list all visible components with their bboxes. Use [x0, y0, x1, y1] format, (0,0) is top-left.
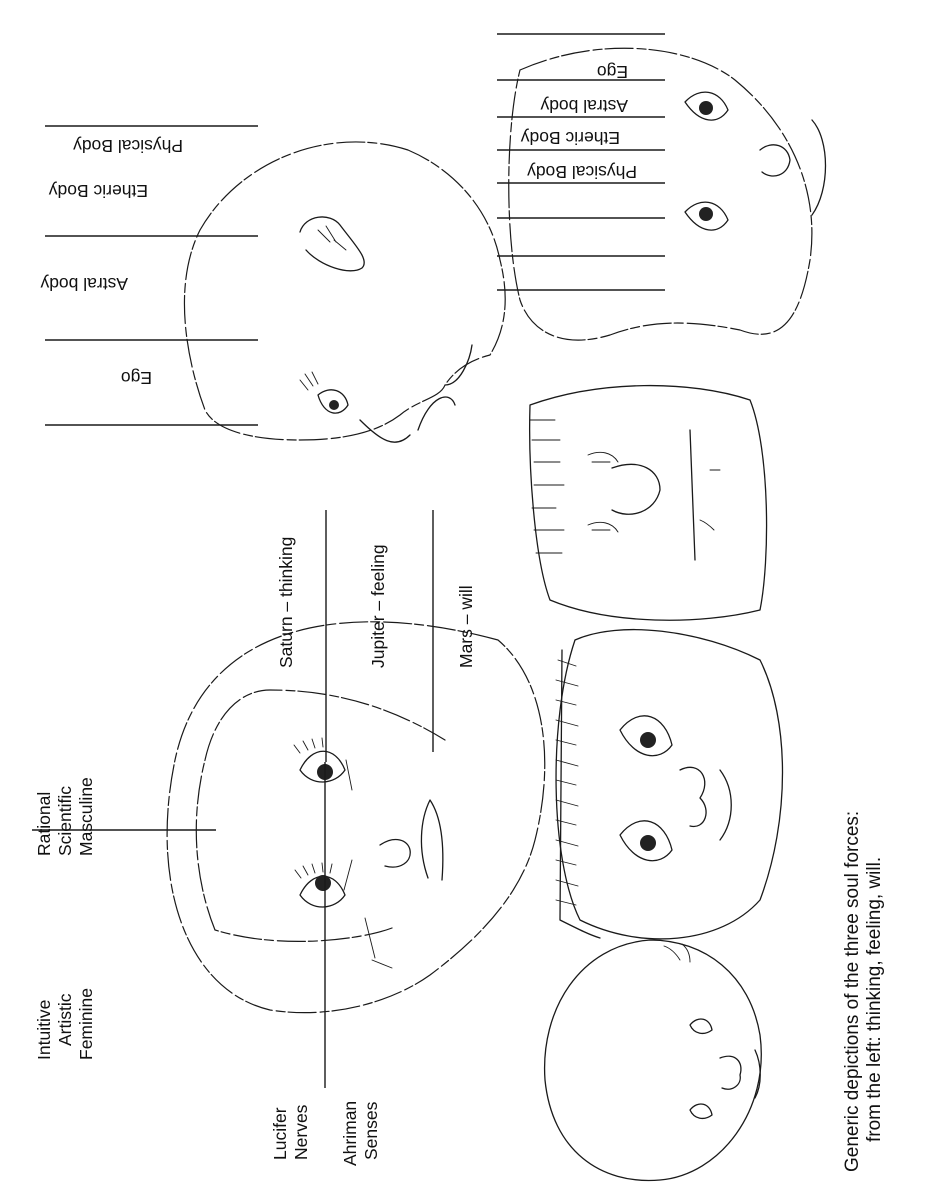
front-astral-body: Astral body	[540, 96, 628, 116]
profile-etheric-body: Etheric Body	[48, 181, 148, 201]
frontal-eye-left	[295, 863, 345, 907]
feeling-eye-lower	[620, 821, 672, 861]
svg-text:Lucifer: Lucifer	[270, 1107, 290, 1160]
feeling-nose	[680, 767, 706, 826]
svg-text:Scientific: Scientific	[55, 785, 75, 856]
saturn-label: Saturn – thinking	[276, 536, 296, 668]
caption-line-1: Generic depictions of the three soul forces:	[842, 810, 863, 1172]
profile-ego: Ego	[120, 368, 152, 388]
ahriman-label	[340, 1101, 381, 1166]
planet-lines	[276, 510, 476, 762]
front-eye-lower	[685, 202, 728, 230]
thinking-nose	[720, 1056, 741, 1089]
thinking-eye-lower	[690, 1104, 712, 1118]
svg-text:Masculine: Masculine	[76, 777, 96, 856]
svg-text:Artistic: Artistic	[55, 993, 75, 1046]
feeling-eye-upper	[620, 716, 672, 756]
feeling-face	[556, 630, 783, 939]
svg-text:Ahriman: Ahriman	[340, 1100, 360, 1166]
frontal-nose	[380, 840, 410, 867]
svg-text:Nerves: Nerves	[291, 1104, 311, 1160]
profile-physical-body: Physical Body	[73, 136, 183, 156]
profile-head	[40, 126, 505, 442]
jupiter-label: Jupiter – feeling	[368, 544, 388, 668]
profile-eye	[300, 372, 348, 413]
caption-line-2: from the left: thinking, feeling, will.	[864, 856, 885, 1142]
frontal-mouth	[421, 800, 442, 880]
front-nose	[760, 145, 790, 176]
frontal-eye-right	[294, 738, 345, 782]
thinking-face	[545, 940, 762, 1180]
svg-text:Intuitive: Intuitive	[34, 999, 54, 1060]
profile-astral-body: Astral body	[40, 274, 128, 294]
front-eye-upper	[685, 92, 728, 120]
thinking-face-outline	[545, 940, 762, 1180]
will-face	[530, 386, 767, 621]
lucifer-label	[270, 1104, 311, 1160]
svg-text:Senses: Senses	[361, 1101, 381, 1160]
front-mouth	[812, 120, 826, 215]
front-physical-body: Physical Body	[527, 162, 637, 182]
svg-text:Rational: Rational	[34, 791, 54, 856]
profile-ear	[300, 217, 364, 271]
feeling-mouth	[720, 770, 731, 840]
intuitive-label	[34, 988, 96, 1060]
front-ego: Ego	[596, 62, 628, 82]
frontal-face-halves	[32, 622, 545, 1088]
caption	[842, 811, 885, 1172]
front-etheric-body: Etheric Body	[520, 128, 620, 148]
front-face-outline	[509, 48, 812, 340]
frontal-face-outline	[167, 622, 545, 1013]
rational-label	[34, 777, 96, 856]
feeling-face-outline	[556, 630, 782, 939]
svg-text:Feminine: Feminine	[76, 988, 96, 1060]
thinking-eye-upper	[690, 1019, 712, 1033]
mars-label: Mars – will	[456, 585, 476, 668]
will-face-outline	[530, 386, 767, 621]
profile-head-outline	[184, 142, 505, 440]
front-face-layers	[497, 34, 826, 340]
